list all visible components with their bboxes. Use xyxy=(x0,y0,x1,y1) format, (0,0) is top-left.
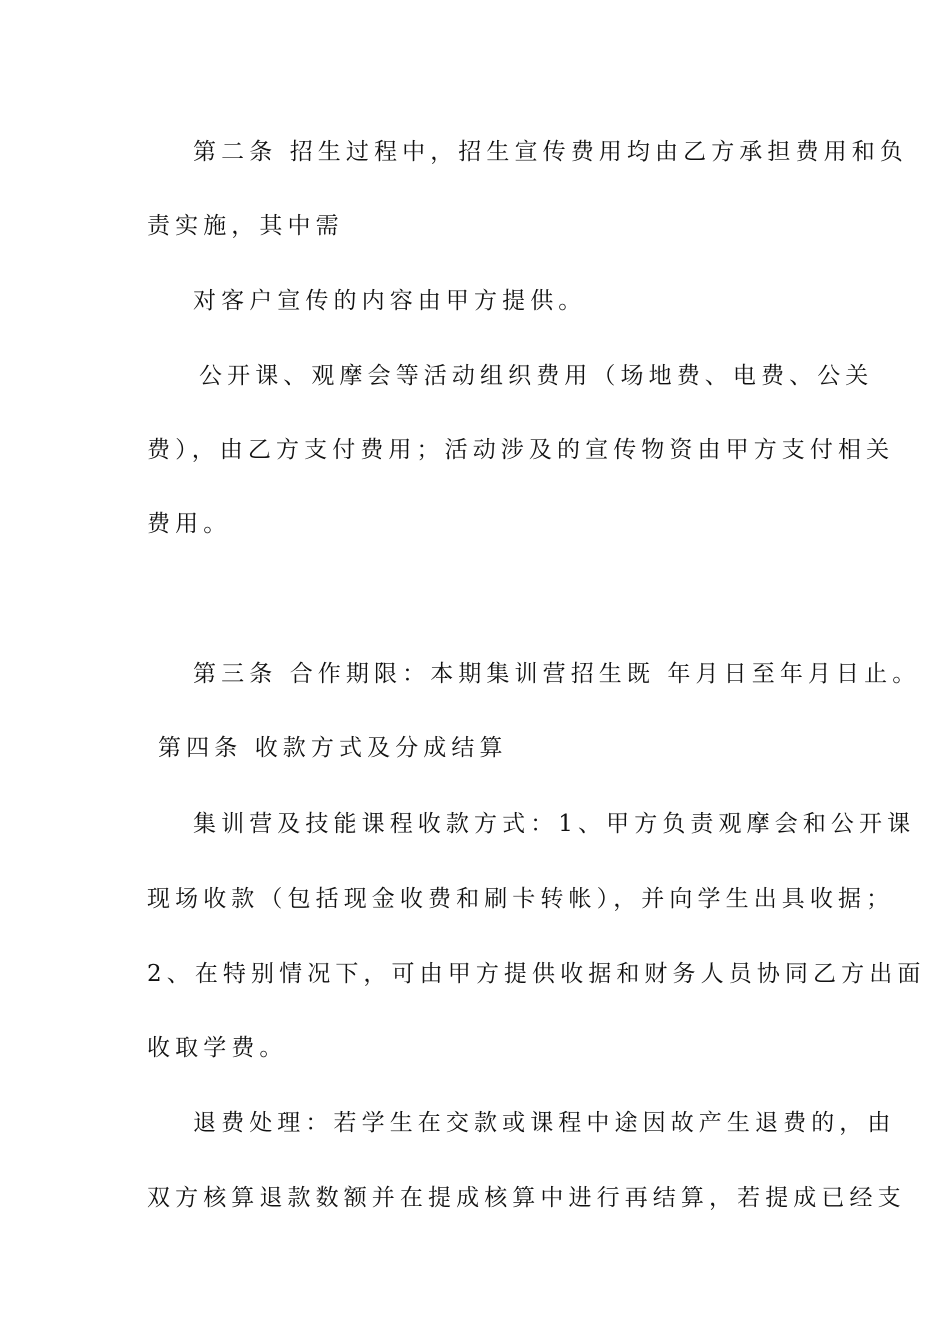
article-2-activity-line-1: 公开课、观摩会等活动组织费用（场地费、电费、公关 xyxy=(199,363,874,389)
refund-line-1: 退费处理：若学生在交款或课程中途因故产生退费的，由 xyxy=(193,1110,896,1136)
payment-method-line-3: 2、在特别情况下，可由甲方提供收据和财务人员协同乙方出面 xyxy=(147,961,926,987)
article-3-line: 第三条 合作期限：本期集训营招生既 年月日至年月日止。 xyxy=(193,661,921,687)
article-2-line-3: 对客户宣传的内容由甲方提供。 xyxy=(193,288,587,314)
article-2-activity-line-2: 费），由乙方支付费用；活动涉及的宣传物资由甲方支付相关 xyxy=(147,437,895,463)
refund-line-2: 双方核算退款数额并在提成核算中进行再结算，若提成已经支 xyxy=(147,1185,906,1211)
article-2-activity-line-3: 费用。 xyxy=(147,511,232,537)
article-4-heading: 第四条 收款方式及分成结算 xyxy=(158,735,508,761)
article-2-line-1: 第二条 招生过程中，招生宣传费用均由乙方承担费用和负 xyxy=(193,139,908,165)
payment-method-line-4: 收取学费。 xyxy=(147,1035,288,1061)
payment-method-line-2: 现场收款（包括现金收费和刷卡转帐），并向学生出具收据； xyxy=(147,886,895,912)
article-2-line-2: 责实施，其中需 xyxy=(147,213,344,239)
payment-method-line-1: 集训营及技能课程收款方式：1、甲方负责观摩会和公开课 xyxy=(193,811,916,837)
